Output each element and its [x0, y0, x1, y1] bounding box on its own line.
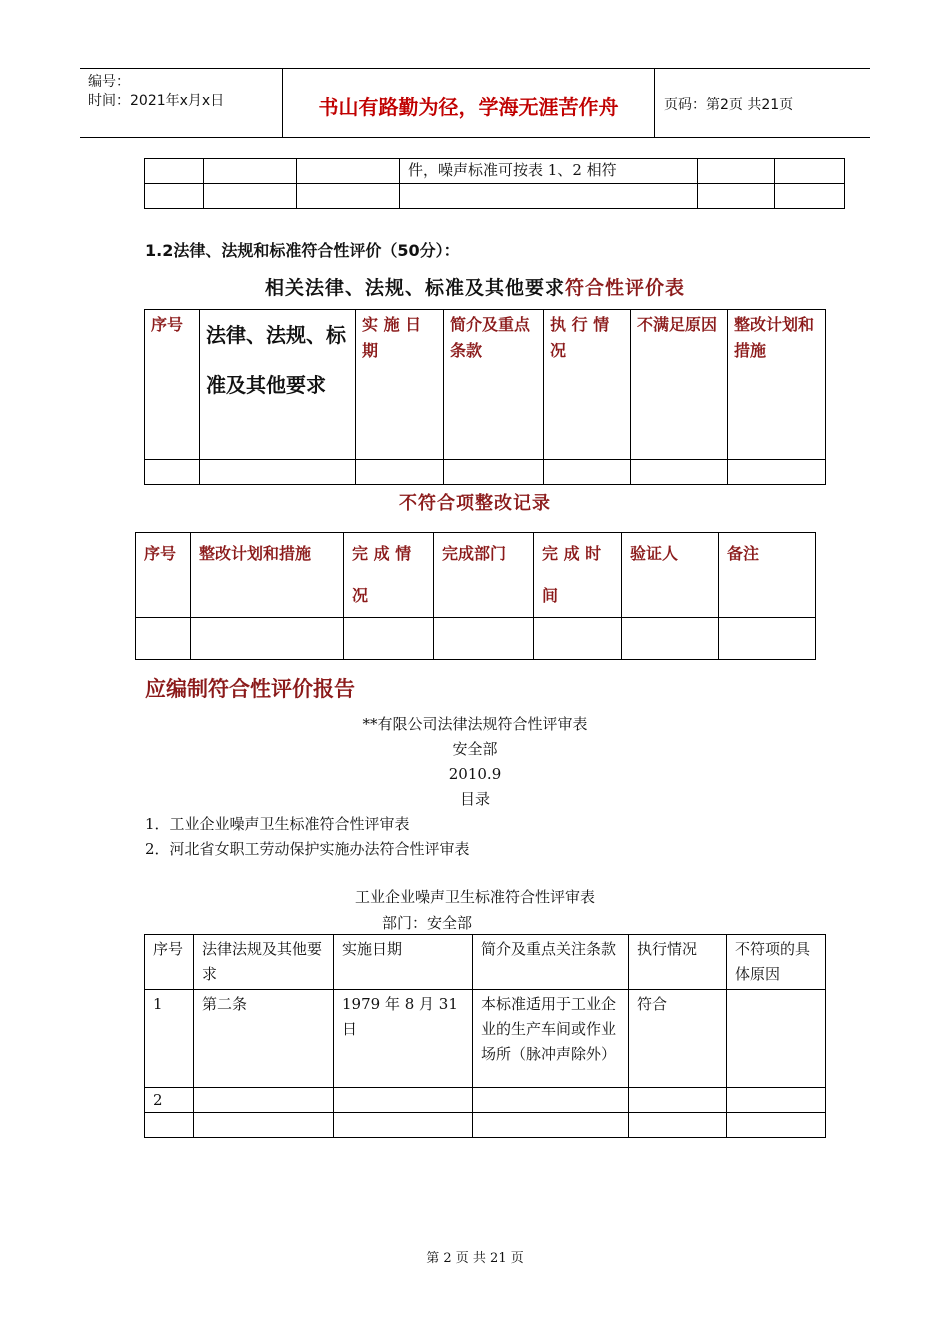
- table-cell: [727, 990, 826, 1088]
- col-header: 备注: [719, 533, 816, 618]
- table-row: [145, 184, 845, 209]
- number-label: 编号：: [88, 74, 130, 90]
- eval-table: [144, 309, 826, 485]
- col-header: 序号: [136, 533, 191, 618]
- rectify-title: 不符合项整改记录: [399, 493, 551, 514]
- col-header: 简介及重点关注条款: [473, 935, 629, 990]
- col-header: 简介及重点条款: [444, 310, 544, 460]
- table-cell: 1979 年 8 月 31 日: [334, 990, 473, 1088]
- table-cell: 本标准适用于工业企业的生产车间或作业场所（脉冲声除外）: [473, 990, 629, 1088]
- col-header: 不满足原因: [631, 310, 728, 460]
- eval-table-title: [0, 273, 950, 300]
- continued-table: [144, 158, 845, 209]
- table-cell: [334, 1088, 473, 1113]
- table-cell: [629, 1088, 727, 1113]
- report-title: **有限公司法律法规符合性评审表: [362, 715, 588, 733]
- col-header: 整改计划和措施: [728, 310, 826, 460]
- table-cell: [727, 1088, 826, 1113]
- table-cell: 符合: [629, 990, 727, 1088]
- col-header: 整改计划和措施: [191, 533, 344, 618]
- eval-title-black: 相关法律、法规、标准及其他要求: [264, 277, 565, 299]
- table-row: [145, 1113, 826, 1138]
- header-meta: [88, 73, 224, 111]
- section-heading: 1.2法律、法规和标准符合性评价（50分）：: [145, 241, 460, 260]
- report-date: 2010.9: [448, 765, 502, 783]
- rectify-table: [135, 532, 816, 660]
- table-row: [145, 1088, 826, 1113]
- col-header: 实施日期: [334, 935, 473, 990]
- table-header-row: [145, 310, 826, 460]
- report-heading: 应编制符合性评价报告: [145, 676, 355, 701]
- toc-list: [145, 812, 470, 862]
- report-cover: [0, 712, 950, 812]
- col-header: 完成部门: [434, 533, 534, 618]
- col-header: 序号: [145, 935, 194, 990]
- col-header: 不符项的具体原因: [727, 935, 826, 990]
- review-table-dept: 部门：安全部: [382, 914, 473, 932]
- col-header: 序号: [145, 310, 200, 460]
- col-header: 完 成 情况: [344, 533, 434, 618]
- col-header: 法律、法规、标准及其他要求: [200, 310, 356, 460]
- review-table: [144, 934, 826, 1138]
- col-header: 完 成 时间: [534, 533, 622, 618]
- table-row: [145, 159, 845, 184]
- table-cell: 2: [145, 1088, 194, 1113]
- eval-title-red: 符合性评价表: [565, 277, 686, 299]
- header-motto: 书山有路勤为径，学海无涯苦作舟: [318, 95, 619, 119]
- table-cell: 件，噪声标准可按表 1、2 相符: [400, 159, 698, 184]
- table-header-row: [136, 533, 816, 618]
- toc-item[interactable]: 2．河北省女职工劳动保护实施办法符合性评审表: [145, 840, 470, 858]
- table-row: [145, 460, 826, 485]
- col-header: 执 行 情况: [544, 310, 631, 460]
- col-header: 法律法规及其他要求: [194, 935, 334, 990]
- table-row: [145, 990, 826, 1088]
- header-page-info: 页码：第2页 共21页: [664, 97, 794, 113]
- page-header: [80, 68, 870, 138]
- table-header-row: [145, 935, 826, 990]
- header-divider: [654, 69, 655, 137]
- time-label: 时间：2021年x月x日: [88, 93, 225, 109]
- review-table-title: 工业企业噪声卫生标准符合性评审表: [354, 888, 595, 906]
- report-toc-label: 目录: [459, 790, 490, 808]
- toc-item[interactable]: 1．工业企业噪声卫生标准符合性评审表: [145, 815, 410, 833]
- table-cell: 1: [145, 990, 194, 1088]
- col-header: 执行情况: [629, 935, 727, 990]
- table-cell: [194, 1088, 334, 1113]
- col-header: 验证人: [622, 533, 719, 618]
- table-row: [136, 618, 816, 660]
- page-footer: 第 2 页 共 21 页: [426, 1251, 524, 1266]
- table-cell: 第二条: [194, 990, 334, 1088]
- table-cell: [473, 1088, 629, 1113]
- col-header: 实 施 日期: [356, 310, 444, 460]
- report-dept: 安全部: [452, 740, 498, 758]
